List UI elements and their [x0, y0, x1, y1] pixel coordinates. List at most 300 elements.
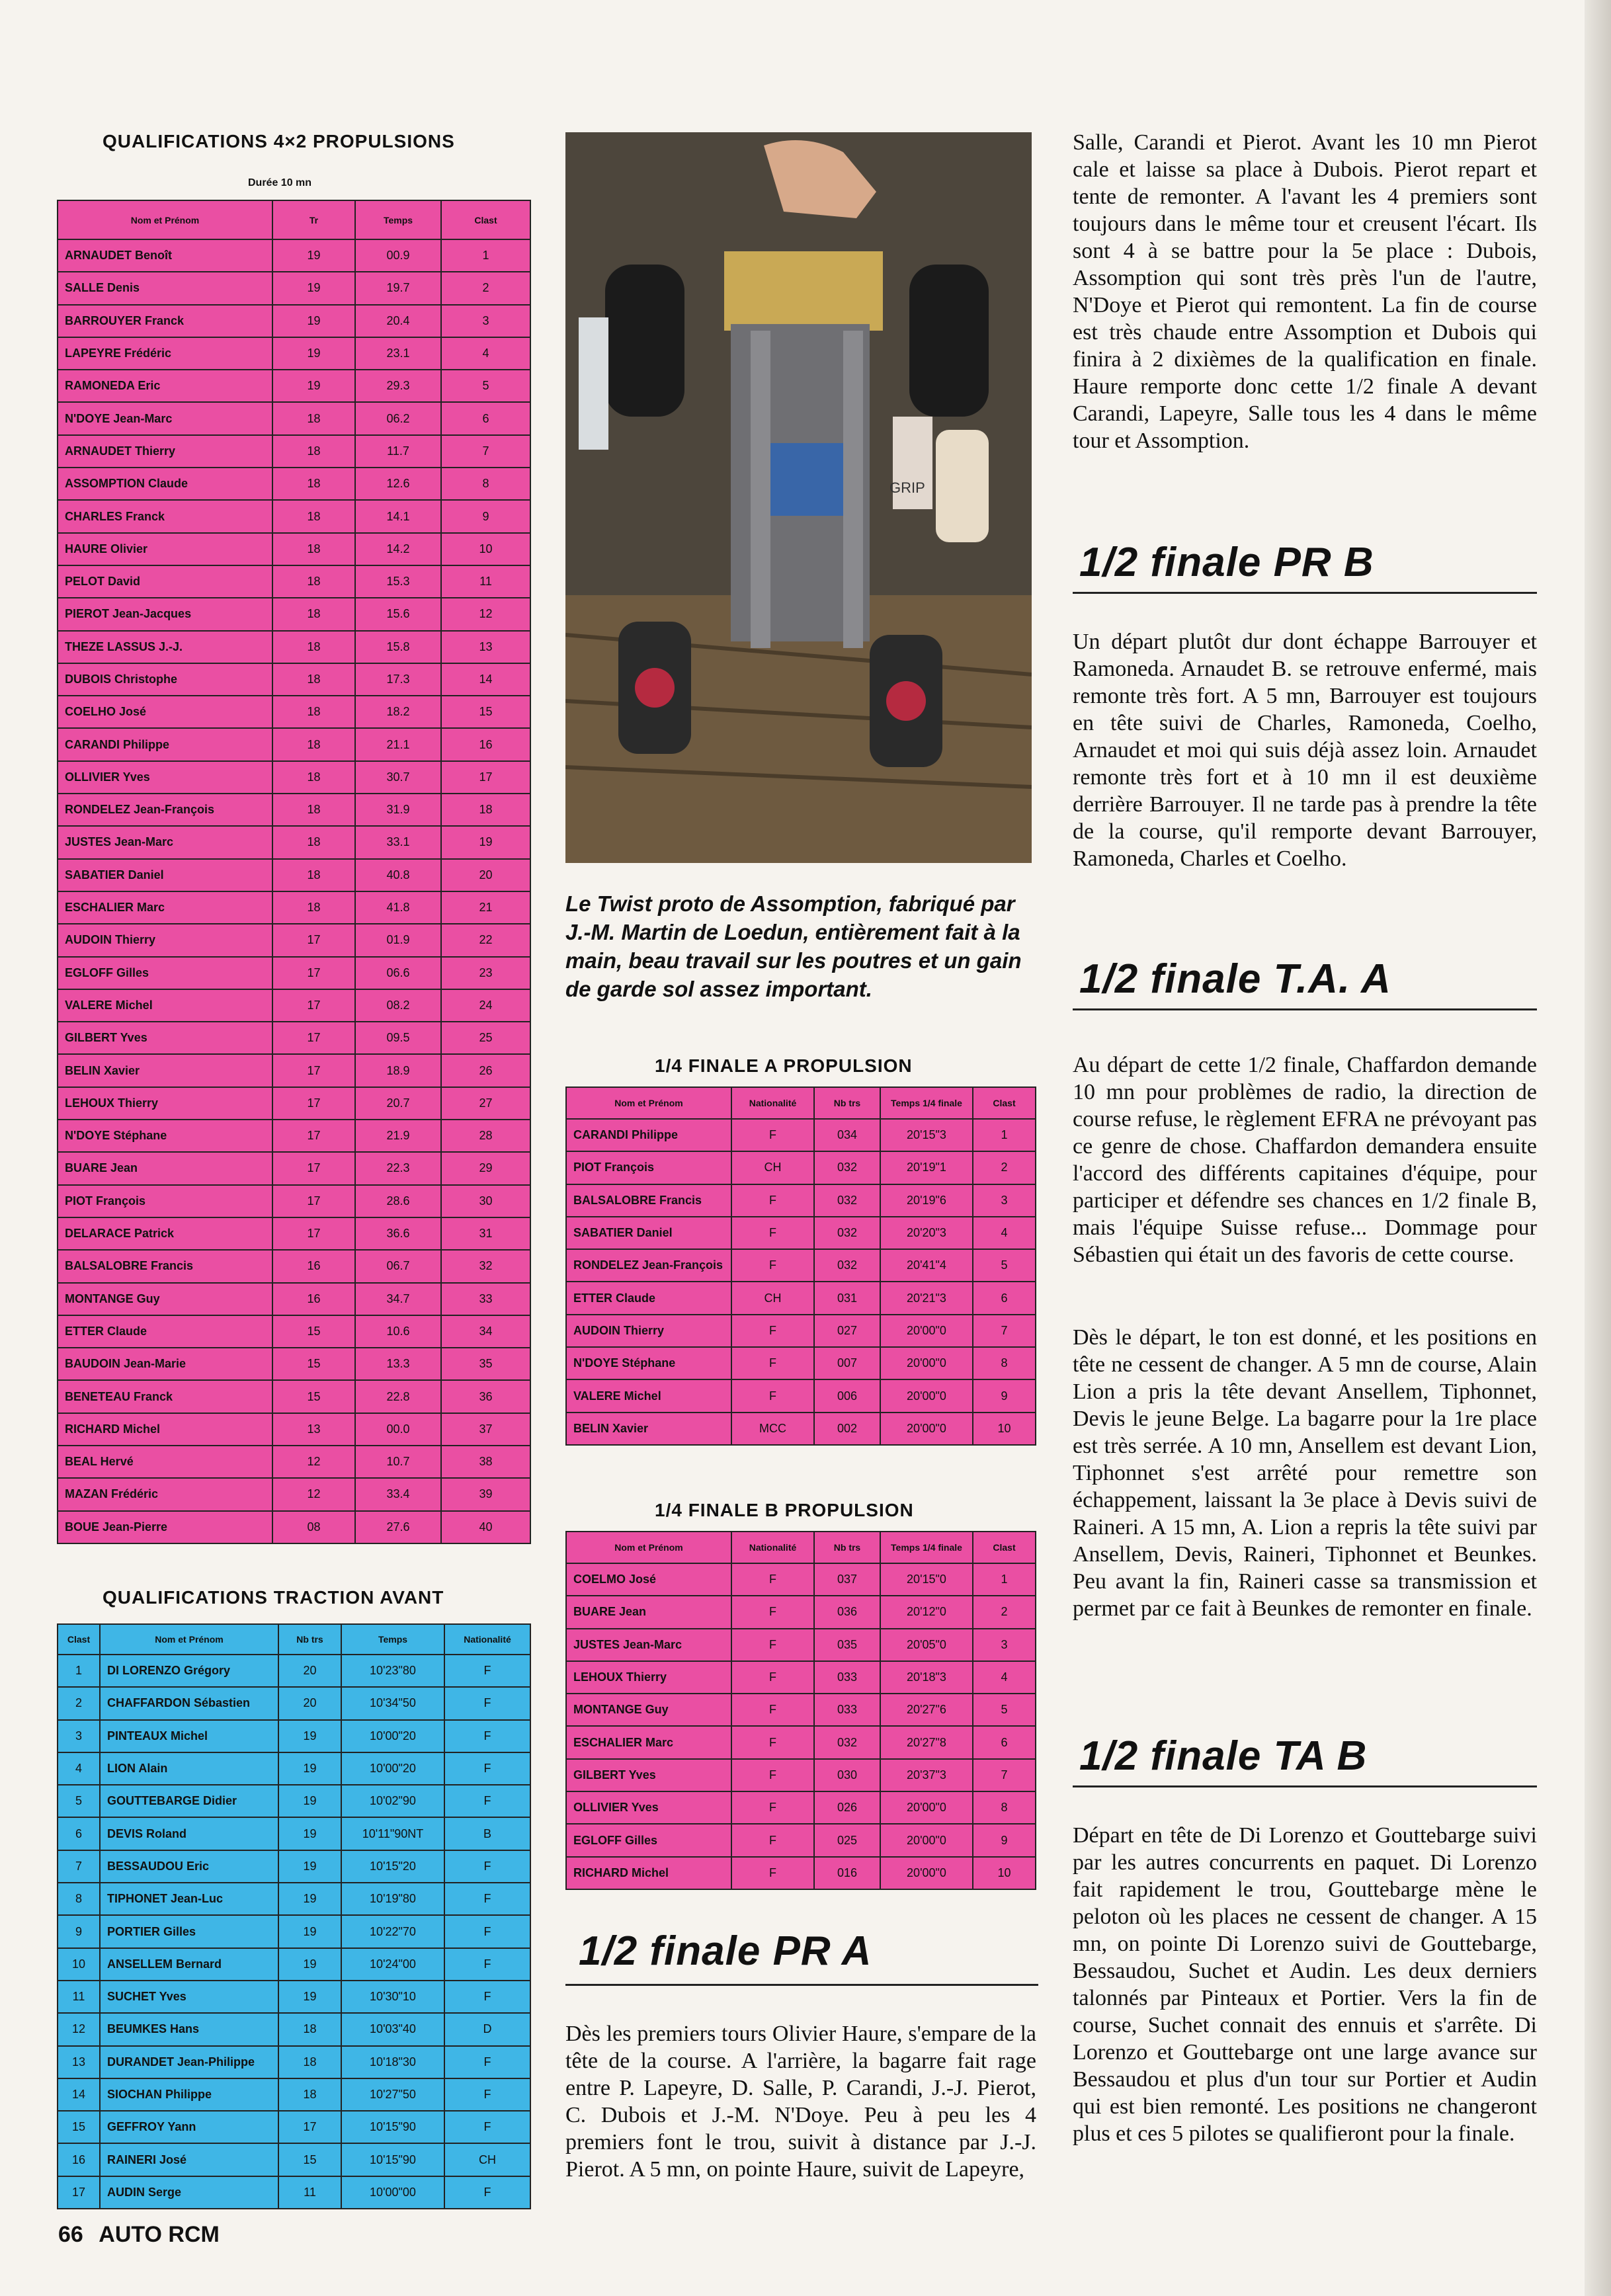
quarter-a-cell: ETTER Claude [566, 1282, 731, 1314]
qual-ta-cell: 3 [58, 1720, 100, 1752]
qual-prop-cell: 33.1 [355, 826, 441, 858]
qual-ta-cell: 10'18"30 [341, 2046, 444, 2078]
qual-prop-cell: N'DOYE Stéphane [58, 1120, 272, 1152]
quarter-a-cell: 1 [973, 1119, 1036, 1151]
table-row [58, 2111, 530, 2143]
section-rule-taa [1073, 1008, 1537, 1010]
qual-ta-cell: 10'30"10 [341, 1981, 444, 2013]
qual-prop-cell: 8 [441, 468, 530, 500]
quarter-a-header: Nationalité [731, 1087, 814, 1119]
quarter-b-cell: F [731, 1857, 814, 1889]
qual-prop-cell: EGLOFF Gilles [58, 957, 272, 989]
table-row [566, 1661, 1036, 1694]
qual-prop-cell: BELIN Xavier [58, 1054, 272, 1086]
qual-prop-cell: 21 [441, 891, 530, 924]
qual-ta-cell: 20 [278, 1655, 341, 1687]
qual-prop-cell: 34.7 [355, 1283, 441, 1315]
quarter-b-cell: 030 [814, 1759, 880, 1791]
qual-prop-table [57, 200, 531, 1544]
qual-prop-cell: 22 [441, 924, 530, 956]
quarter-a-cell: 7 [973, 1315, 1036, 1347]
table-row [566, 1759, 1036, 1791]
table-row [566, 1315, 1036, 1347]
table-row [566, 1413, 1036, 1445]
table-row [58, 2046, 530, 2078]
qual-prop-cell: 06.7 [355, 1250, 441, 1282]
quarter-a-cell: CH [731, 1282, 814, 1314]
qual-prop-cell: RAMONEDA Eric [58, 370, 272, 402]
quarter-a-cell: F [731, 1379, 814, 1412]
quarter-b-cell: 20'00"0 [880, 1791, 973, 1824]
qual-ta-cell: 19 [278, 1752, 341, 1785]
quarter-a-cell: F [731, 1184, 814, 1217]
quarter-b-cell: 032 [814, 1726, 880, 1758]
qual-prop-cell: BOUE Jean-Pierre [58, 1511, 272, 1543]
quarter-a-cell: AUDOIN Thierry [566, 1315, 731, 1347]
table-row [58, 1120, 530, 1152]
table-row [58, 2176, 530, 2209]
qual-prop-header: Temps [355, 200, 441, 239]
table-row [58, 1413, 530, 1446]
qual-prop-cell: THEZE LASSUS J.-J. [58, 631, 272, 663]
quarter-a-table [565, 1086, 1036, 1446]
qual-prop-cell: 17 [272, 924, 355, 956]
quarter-a-cell: N'DOYE Stéphane [566, 1347, 731, 1379]
photo-caption: Le Twist proto de Assomption, fabriqué par J.-M. Martin de Loedun, entièrement fait à la main, beau travail sur les poutres et un gain de garde sol assez important. [565, 891, 1022, 1001]
quarter-b-cell: OLLIVIER Yves [566, 1791, 731, 1824]
qual-prop-cell: 15.6 [355, 598, 441, 630]
qual-prop-cell: 15 [272, 1315, 355, 1348]
quarter-a-cell: SABATIER Daniel [566, 1217, 731, 1249]
quarter-b-cell: F [731, 1596, 814, 1628]
qual-prop-cell: 40 [441, 1511, 530, 1543]
quarter-a-cell: 5 [973, 1249, 1036, 1282]
qual-prop-cell: LEHOUX Thierry [58, 1087, 272, 1120]
qual-prop-cell: 08 [272, 1511, 355, 1543]
qual-prop-cell: 36.6 [355, 1217, 441, 1250]
qual-ta-header: Nb trs [278, 1624, 341, 1655]
qual-prop-cell: 7 [441, 435, 530, 468]
qual-prop-cell: 18 [272, 696, 355, 728]
qual-ta-cell: 8 [58, 1883, 100, 1915]
qual-ta-header: Temps [341, 1624, 444, 1655]
quarter-b-cell: 036 [814, 1596, 880, 1628]
qual-ta-cell: SUCHET Yves [100, 1981, 278, 2013]
quarter-b-header: Clast [973, 1532, 1036, 1563]
table-row [566, 1249, 1036, 1282]
quarter-b-cell: BUARE Jean [566, 1596, 731, 1628]
qual-prop-cell: 17 [272, 1185, 355, 1217]
qual-prop-cell: PIOT François [58, 1185, 272, 1217]
table-row [58, 663, 530, 696]
quarter-a-cell: 034 [814, 1119, 880, 1151]
qual-ta-cell: 10'00"20 [341, 1720, 444, 1752]
table-row [58, 1446, 530, 1478]
qual-prop-cell: MAZAN Frédéric [58, 1478, 272, 1510]
qual-prop-cell: 23 [441, 957, 530, 989]
table-row [58, 468, 530, 500]
section-title-taa: 1/2 finale T.A. A [1079, 956, 1391, 1002]
table-row [58, 1915, 530, 1948]
qual-prop-cell: 18 [272, 598, 355, 630]
quarter-a-cell: F [731, 1119, 814, 1151]
quarter-b-header: Nationalité [731, 1532, 814, 1563]
qual-prop-cell: 00.0 [355, 1413, 441, 1446]
qual-prop-cell: ETTER Claude [58, 1315, 272, 1348]
table-row [58, 1022, 530, 1054]
quarter-b-header: Nb trs [814, 1532, 880, 1563]
qual-ta-cell: CH [444, 2143, 530, 2176]
qual-ta-cell: F [444, 1720, 530, 1752]
quarter-a-cell: RONDELEZ Jean-François [566, 1249, 731, 1282]
quarter-a-cell: VALERE Michel [566, 1379, 731, 1412]
qual-prop-cell: 17 [272, 1022, 355, 1054]
table-row [58, 891, 530, 924]
table-row [58, 370, 530, 402]
qual-prop-cell: BEAL Hervé [58, 1446, 272, 1478]
qual-prop-cell: 15.3 [355, 565, 441, 598]
qual-prop-cell: 18 [272, 859, 355, 891]
magazine-name: AUTO RCM [99, 2222, 220, 2247]
quarter-a-cell: 6 [973, 1282, 1036, 1314]
qual-ta-cell: 10'22"70 [341, 1915, 444, 1948]
qual-prop-cell: 20.4 [355, 305, 441, 337]
table-row [58, 1817, 530, 1850]
table-row [566, 1184, 1036, 1217]
quarter-b-cell: F [731, 1563, 814, 1596]
qual-ta-cell: F [444, 1655, 530, 1687]
qual-ta-cell: SIOCHAN Philippe [100, 2078, 278, 2111]
qual-prop-cell: 14.1 [355, 500, 441, 532]
qual-prop-cell: HAURE Olivier [58, 533, 272, 565]
qual-prop-cell: 18 [272, 826, 355, 858]
quarter-a-cell: 20'19"1 [880, 1151, 973, 1184]
qual-ta-cell: 10'00"20 [341, 1752, 444, 1785]
quarter-a-cell: PIOT François [566, 1151, 731, 1184]
qual-ta-cell: F [444, 1785, 530, 1817]
page-number: 66 [58, 2222, 83, 2247]
qual-ta-cell: 18 [278, 2078, 341, 2111]
quarter-b-cell: 9 [973, 1824, 1036, 1856]
table-row [58, 1948, 530, 1981]
rc-car-icon [565, 132, 1032, 863]
qual-prop-cell: BARROUYER Franck [58, 305, 272, 337]
quarter-b-cell: 20'18"3 [880, 1661, 973, 1694]
qual-ta-cell: D [444, 2013, 530, 2045]
qual-ta-cell: 5 [58, 1785, 100, 1817]
qual-ta-cell: 1 [58, 1655, 100, 1687]
table-row [58, 761, 530, 794]
table-row [58, 859, 530, 891]
quarter-b-cell: F [731, 1629, 814, 1661]
qual-prop-cell: 17 [272, 1120, 355, 1152]
qual-prop-cell: SABATIER Daniel [58, 859, 272, 891]
table-row [58, 826, 530, 858]
qual-prop-cell: PELOT David [58, 565, 272, 598]
quarter-b-cell: 8 [973, 1791, 1036, 1824]
qual-prop-cell: 5 [441, 370, 530, 402]
qual-ta-cell: 6 [58, 1817, 100, 1850]
qual-ta-cell: F [444, 2176, 530, 2209]
quarter-b-cell: JUSTES Jean-Marc [566, 1629, 731, 1661]
qual-ta-cell: 9 [58, 1915, 100, 1948]
qual-prop-cell: 26 [441, 1054, 530, 1086]
qual-prop-cell: 10.7 [355, 1446, 441, 1478]
quarter-a-cell: F [731, 1217, 814, 1249]
table-row [58, 402, 530, 434]
quarter-a-cell: 20'00"0 [880, 1315, 973, 1347]
qual-prop-cell: 18 [272, 402, 355, 434]
qual-prop-cell: 01.9 [355, 924, 441, 956]
qual-prop-cell: BALSALOBRE Francis [58, 1250, 272, 1282]
qual-prop-cell: 17 [272, 1217, 355, 1250]
qual-prop-cell: 31.9 [355, 794, 441, 826]
qual-prop-cell: 29 [441, 1152, 530, 1184]
quarter-b-cell: F [731, 1694, 814, 1726]
qual-ta-cell: 18 [278, 2013, 341, 2045]
qual-prop-cell: 35 [441, 1348, 530, 1380]
qual-prop-cell: 17 [272, 1087, 355, 1120]
quarter-a-cell: 20'00"0 [880, 1413, 973, 1445]
quarter-b-cell: 5 [973, 1694, 1036, 1726]
table-row [566, 1726, 1036, 1758]
qual-prop-cell: 27 [441, 1087, 530, 1120]
photo-label: GRIP [889, 479, 925, 496]
qual-prop-cell: 19 [272, 272, 355, 304]
table-row [58, 1687, 530, 1719]
quarter-a-cell: 20'21"3 [880, 1282, 973, 1314]
qual-prop-cell: JUSTES Jean-Marc [58, 826, 272, 858]
quarter-a-cell: 20'00"0 [880, 1379, 973, 1412]
quarter-b-cell: 1 [973, 1563, 1036, 1596]
table-row [58, 1478, 530, 1510]
qual-ta-cell: F [444, 2046, 530, 2078]
quarter-b-cell: 20'37"3 [880, 1759, 973, 1791]
qual-prop-cell: 18 [272, 435, 355, 468]
table-row [58, 1087, 530, 1120]
table-row [58, 1380, 530, 1413]
quarter-a-cell: MCC [731, 1413, 814, 1445]
qual-ta-cell: LION Alain [100, 1752, 278, 1785]
quarter-b-cell: 2 [973, 1596, 1036, 1628]
qual-ta-cell: DI LORENZO Grégory [100, 1655, 278, 1687]
qual-ta-cell: F [444, 2078, 530, 2111]
qual-prop-cell: 31 [441, 1217, 530, 1250]
quarter-a-header: Clast [973, 1087, 1036, 1119]
table-row [58, 1752, 530, 1785]
quarter-b-cell: EGLOFF Gilles [566, 1824, 731, 1856]
table-row [566, 1629, 1036, 1661]
qual-prop-cell: GILBERT Yves [58, 1022, 272, 1054]
qual-prop-cell: 2 [441, 272, 530, 304]
quarter-a-cell: F [731, 1347, 814, 1379]
qual-ta-cell: 10'15"90 [341, 2143, 444, 2176]
table-row [58, 272, 530, 304]
qual-prop-cell: 11.7 [355, 435, 441, 468]
quarter-b-cell: 3 [973, 1629, 1036, 1661]
qual-prop-cell: ESCHALIER Marc [58, 891, 272, 924]
table-row [566, 1596, 1036, 1628]
quarter-b-cell: 6 [973, 1726, 1036, 1758]
qual-prop-cell: 33.4 [355, 1478, 441, 1510]
page-edge [1585, 0, 1611, 2296]
qual-prop-cell: BUARE Jean [58, 1152, 272, 1184]
quarter-b-cell: 20'00"0 [880, 1857, 973, 1889]
qual-ta-cell: BESSAUDOU Eric [100, 1850, 278, 1883]
quarter-b-cell: F [731, 1791, 814, 1824]
quarter-a-cell: BALSALOBRE Francis [566, 1184, 731, 1217]
qual-ta-cell: 15 [58, 2111, 100, 2143]
table-row [58, 1054, 530, 1086]
qual-prop-cell: 41.8 [355, 891, 441, 924]
table-row [58, 1283, 530, 1315]
qual-prop-cell: 06.6 [355, 957, 441, 989]
qual-prop-cell: 19 [272, 305, 355, 337]
quarter-b-cell: ESCHALIER Marc [566, 1726, 731, 1758]
qual-ta-cell: F [444, 2111, 530, 2143]
quarter-b-cell: 026 [814, 1791, 880, 1824]
quarter-a-cell: 032 [814, 1184, 880, 1217]
table-row [566, 1151, 1036, 1184]
qual-prop-cell: 19 [441, 826, 530, 858]
quarter-a-cell: 2 [973, 1151, 1036, 1184]
quarter-a-cell: 4 [973, 1217, 1036, 1249]
section-title-pra: 1/2 finale PR A [579, 1928, 872, 1974]
qual-prop-cell: 30.7 [355, 761, 441, 794]
qual-ta-cell: BEUMKES Hans [100, 2013, 278, 2045]
quarter-b-cell: 033 [814, 1661, 880, 1694]
qual-prop-cell: 16 [441, 728, 530, 760]
qual-prop-cell: 19 [272, 337, 355, 370]
qual-prop-cell: 40.8 [355, 859, 441, 891]
section-text-taa-2: Dès le départ, le ton est donné, et les positions en tête ne cessent de changer. A 5 mn de course, Alain Lion a pris la tête devant Ansellem, Tiphonnet, Devis le jeune Belge. La bagarre pour la 1re place est très serrée. A 10 mn, Ansellem est devant Lion, Tiphonnet s'est arrêté pour remettre son échappement, laissant la 3e place à Devis suivi de Raineri. A 15 mn, A. Lion a repris la tête suivi par Ansellem, Devis, Raineri, Tiphonnet et Beunkes. Peu avant la fin, Raineri casse sa transmission et permet par ce fait à Beunkes de remonter en finale. [1073, 1325, 1537, 1621]
qual-prop-cell: 18 [272, 794, 355, 826]
quarter-b-title: 1/4 FINALE B PROPULSION [655, 1500, 914, 1520]
qual-ta-header: Clast [58, 1624, 100, 1655]
qual-ta-cell: DURANDET Jean-Philippe [100, 2046, 278, 2078]
table-row [58, 1315, 530, 1348]
quarter-a-cell: 006 [814, 1379, 880, 1412]
table-row [58, 533, 530, 565]
quarter-a-cell: 007 [814, 1347, 880, 1379]
qual-prop-cell: 18 [272, 468, 355, 500]
qual-ta-cell: 20 [278, 1687, 341, 1719]
qual-prop-cell: 19 [272, 370, 355, 402]
qual-ta-title: QUALIFICATIONS TRACTION AVANT [103, 1587, 444, 1608]
quarter-a-title: 1/4 FINALE A PROPULSION [655, 1055, 913, 1076]
qual-ta-cell: 19 [278, 1720, 341, 1752]
qual-ta-cell: 10'24"00 [341, 1948, 444, 1981]
qual-ta-cell: F [444, 1687, 530, 1719]
qual-prop-cell: 16 [272, 1250, 355, 1282]
qual-ta-cell: 19 [278, 1883, 341, 1915]
qual-prop-cell: CARANDI Philippe [58, 728, 272, 760]
qual-prop-cell: 30 [441, 1185, 530, 1217]
qual-ta-cell: B [444, 1817, 530, 1850]
qual-prop-cell: 19 [272, 239, 355, 272]
qual-prop-header: Clast [441, 200, 530, 239]
qual-prop-cell: ASSOMPTION Claude [58, 468, 272, 500]
section-text-taa: Au départ de cette 1/2 finale, Chaffardon demande 10 mn pour problèmes de radio, la direction de course refuse, le règlement EFRA ne prévoyant pas ce genre de chose. Chaffardon demandera ensuite l'accord des différents capitaines d'équipe, pour participer et défendre ses chances en 1/2 finale B, mais l'équipe Suisse refuse... Dommage pour Sébastien qui était un des favoris de cette course. [1073, 1053, 1537, 1267]
quarter-b-cell: F [731, 1759, 814, 1791]
quarter-b-cell: 037 [814, 1563, 880, 1596]
qual-ta-cell: 14 [58, 2078, 100, 2111]
qual-ta-cell: 2 [58, 1687, 100, 1719]
qual-prop-cell: 28 [441, 1120, 530, 1152]
quarter-a-cell: 3 [973, 1184, 1036, 1217]
qual-prop-cell: 06.2 [355, 402, 441, 434]
quarter-b-cell: 20'12"0 [880, 1596, 973, 1628]
qual-prop-cell: 3 [441, 305, 530, 337]
qual-prop-cell: 1 [441, 239, 530, 272]
quarter-b-cell: 016 [814, 1857, 880, 1889]
quarter-a-cell: F [731, 1249, 814, 1282]
table-row [566, 1379, 1036, 1412]
table-row [58, 1883, 530, 1915]
qual-ta-cell: F [444, 1883, 530, 1915]
qual-ta-cell: 16 [58, 2143, 100, 2176]
quarter-a-cell: 9 [973, 1379, 1036, 1412]
table-row [58, 305, 530, 337]
qual-ta-cell: 13 [58, 2046, 100, 2078]
qual-prop-cell: 21.9 [355, 1120, 441, 1152]
qual-ta-cell: 10'27"50 [341, 2078, 444, 2111]
table-row [58, 1850, 530, 1883]
qual-prop-cell: 00.9 [355, 239, 441, 272]
section-rule-pra [565, 1984, 1038, 1986]
section-rule-prb [1073, 592, 1537, 594]
table-row [58, 794, 530, 826]
qual-prop-cell: 18 [441, 794, 530, 826]
table-row [58, 2143, 530, 2176]
quarter-b-cell: COELMO José [566, 1563, 731, 1596]
qual-prop-cell: 13 [441, 631, 530, 663]
quarter-b-cell: MONTANGE Guy [566, 1694, 731, 1726]
qual-prop-cell: 12 [441, 598, 530, 630]
quarter-a-cell: 20'41"4 [880, 1249, 973, 1282]
qual-ta-cell: 10 [58, 1948, 100, 1981]
quarter-a-cell: 8 [973, 1347, 1036, 1379]
qual-ta-cell: 10'03"40 [341, 2013, 444, 2045]
qual-prop-cell: 13 [272, 1413, 355, 1446]
qual-prop-cell: 36 [441, 1380, 530, 1413]
qual-ta-cell: PINTEAUX Michel [100, 1720, 278, 1752]
quarter-b-cell: GILBERT Yves [566, 1759, 731, 1791]
quarter-a-cell: 20'15"3 [880, 1119, 973, 1151]
qual-prop-cell: 9 [441, 500, 530, 532]
qual-ta-cell: ANSELLEM Bernard [100, 1948, 278, 1981]
qual-prop-cell: N'DOYE Jean-Marc [58, 402, 272, 434]
quarter-a-cell: CARANDI Philippe [566, 1119, 731, 1151]
qual-prop-cell: 18 [272, 728, 355, 760]
qual-prop-cell: LAPEYRE Frédéric [58, 337, 272, 370]
table-row [566, 1282, 1036, 1314]
qual-ta-cell: 15 [278, 2143, 341, 2176]
qual-prop-cell: 17.3 [355, 663, 441, 696]
qual-prop-cell: 10 [441, 533, 530, 565]
qual-prop-cell: 29.3 [355, 370, 441, 402]
qual-ta-cell: 10'19"80 [341, 1883, 444, 1915]
qual-prop-cell: 11 [441, 565, 530, 598]
table-row [566, 1119, 1036, 1151]
qual-prop-cell: 23.1 [355, 337, 441, 370]
qual-prop-cell: 18 [272, 663, 355, 696]
qual-prop-cell: 24 [441, 989, 530, 1022]
qual-prop-cell: 18 [272, 631, 355, 663]
qual-prop-cell: RONDELEZ Jean-François [58, 794, 272, 826]
quarter-b-cell: RICHARD Michel [566, 1857, 731, 1889]
qual-prop-cell: 21.1 [355, 728, 441, 760]
